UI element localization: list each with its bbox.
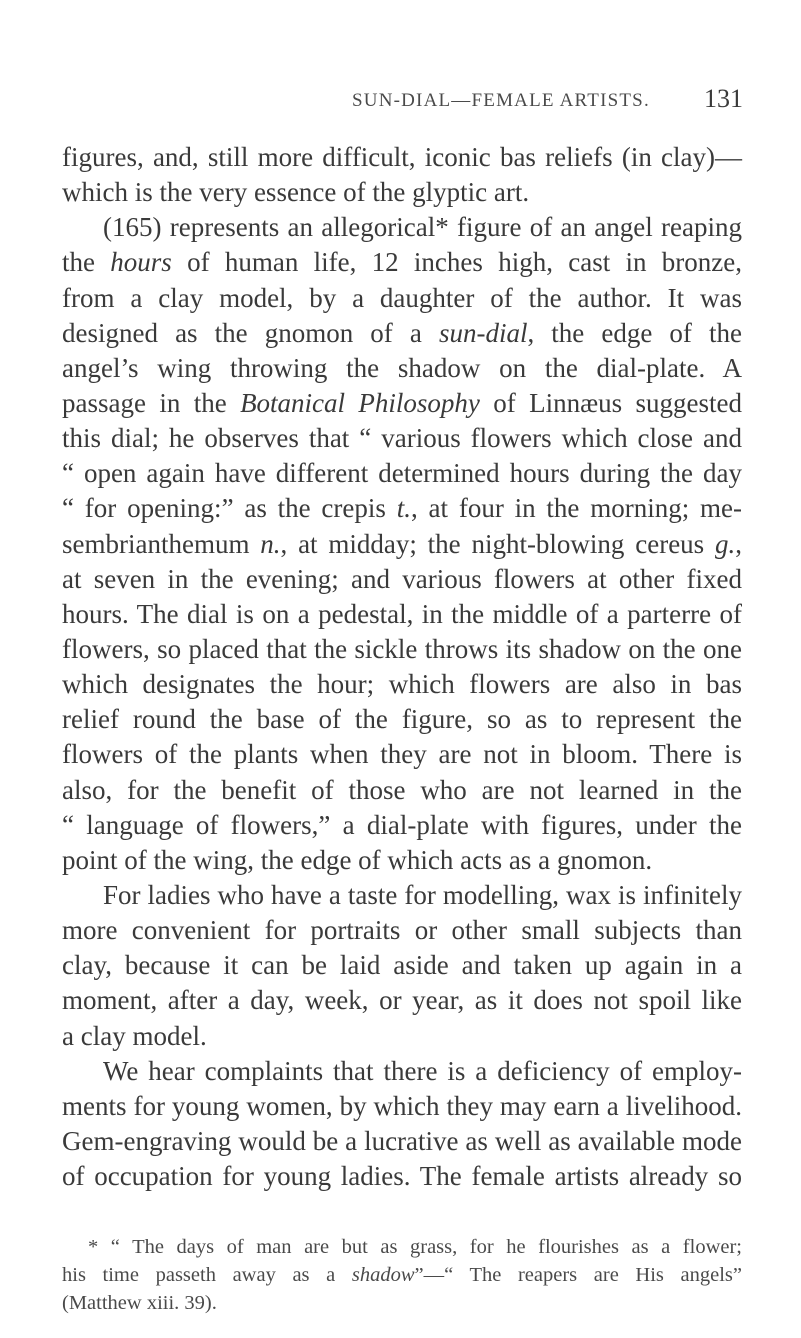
- text-line: a clay model.: [62, 1020, 207, 1051]
- text-line: (165) represents an allegorical* figure of an angel reaping: [103, 212, 742, 243]
- text-line: “ language of flowers,” a dial-plate with figures, under the: [62, 809, 742, 840]
- text-line: point of the wing, the edge of which acts as a gnomon.: [62, 844, 653, 875]
- text-line: clay, because it can be laid aside and taken up again in a: [62, 950, 742, 981]
- italic-term: hours: [110, 247, 172, 278]
- text-line: “ for opening:” as the crepis t., at four in the morning; me-: [62, 493, 742, 524]
- body-text: [62, 140, 742, 1194]
- text-line: figures, and, still more difficult, iconic bas reliefs (in clay)—: [62, 142, 742, 172]
- italic-title: Botanical Philosophy: [240, 387, 480, 418]
- italic-term: t.: [396, 493, 411, 524]
- running-title: SUN-DIAL—FEMALE ARTISTS.: [352, 90, 650, 111]
- text-line: For ladies who have a taste for modelling, wax is infinitely: [103, 879, 742, 910]
- italic-term: shadow: [351, 1264, 415, 1286]
- italic-term: n.: [260, 528, 281, 559]
- text-line: from a clay model, by a daughter of the author. It was: [62, 282, 742, 313]
- footnote-line: his time passeth away as a shadow”—“ The reapers are His angels”: [62, 1264, 742, 1286]
- text-line: relief round the base of the figure, so as to represent the: [62, 704, 742, 735]
- text-line: angel’s wing throwing the shadow on the dial-plate. A: [62, 352, 742, 383]
- text-line: We hear complaints that there is a deficiency of employ-: [103, 1055, 742, 1086]
- text-line: moment, after a day, week, or year, as it does not spoil like: [62, 985, 742, 1016]
- text-line: at seven in the evening; and various flowers at other fixed: [62, 563, 742, 594]
- footnote-line: * “ The days of man are but as grass, for he flourishes as a flower;: [88, 1236, 742, 1258]
- text-line: ments for young women, by which they may earn a livelihood.: [62, 1090, 742, 1121]
- text-line: designed as the gnomon of a sun-dial, the edge of the: [62, 317, 742, 348]
- text-line: flowers, so placed that the sickle throws its shadow on the one: [62, 633, 742, 664]
- text-line: sembrianthemum n., at midday; the night-blowing cereus g.,: [62, 528, 742, 559]
- text-line: the hours of human life, 12 inches high, cast in bronze,: [62, 247, 742, 278]
- italic-term: g.: [715, 528, 736, 559]
- text-line: which is the very essence of the glyptic art.: [62, 177, 530, 208]
- running-head: [0, 84, 801, 114]
- text-line: “ open again have different determined hours during the day: [62, 458, 742, 489]
- text-line: passage in the Botanical Philosophy of Linnæus suggested: [62, 387, 742, 418]
- text-line: Gem-engraving would be a lucrative as well as available mode: [62, 1125, 742, 1156]
- text-line: more convenient for portraits or other small subjects than: [62, 915, 742, 946]
- text-line: flowers of the plants when they are not in bloom. There is: [62, 739, 742, 770]
- page-number: 131: [704, 84, 743, 113]
- text-line: this dial; he observes that “ various flowers which close and: [62, 423, 742, 454]
- footnote: [62, 1233, 742, 1317]
- text-line: also, for the benefit of those who are not learned in the: [62, 774, 742, 805]
- italic-term: sun-dial: [438, 317, 528, 348]
- text-line: of occupation for young ladies. The female artists already so: [62, 1161, 742, 1192]
- text-line: which designates the hour; which flowers are also in bas: [62, 669, 742, 700]
- text-line: hours. The dial is on a pedestal, in the middle of a parterre of: [62, 598, 742, 629]
- footnote-line: (Matthew xiii. 39).: [62, 1292, 217, 1314]
